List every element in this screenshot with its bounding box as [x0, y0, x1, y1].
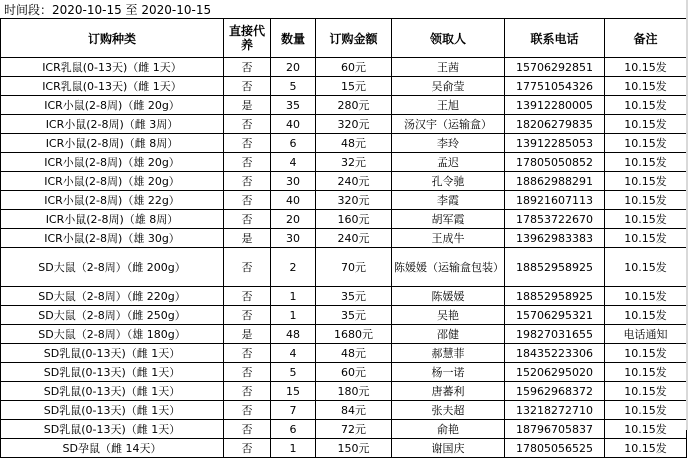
cell-phone[interactable]: 18206279835	[505, 115, 605, 134]
cell-quantity[interactable]: 5	[271, 77, 316, 96]
cell-product[interactable]: SD乳鼠(0-13天)（雌 1天）	[1, 420, 224, 439]
cell-note[interactable]: 10.15发	[605, 344, 687, 363]
table-row	[1, 58, 687, 77]
cell-phone[interactable]: 13218272710	[505, 401, 605, 420]
cell-quantity[interactable]: 40	[271, 191, 316, 210]
cell-quantity[interactable]: 6	[271, 420, 316, 439]
cell-amount[interactable]: 48元	[316, 134, 392, 153]
cell-phone[interactable]: 18796705837	[505, 420, 605, 439]
cell-receiver[interactable]: 杨一诺	[392, 363, 505, 382]
cell-product[interactable]: SD大鼠（2-8周）（雌 250g）	[1, 306, 224, 325]
cell-receiver[interactable]: 王成牛	[392, 229, 505, 248]
cell-quantity[interactable]: 2	[271, 248, 316, 287]
cell-receiver[interactable]: 邵健	[392, 325, 505, 344]
table-row	[1, 382, 687, 401]
cell-receiver[interactable]: 吴俞莹	[392, 77, 505, 96]
table-row	[1, 134, 687, 153]
table-row	[1, 191, 687, 210]
cell-direct-care[interactable]: 否	[224, 420, 271, 439]
table-row	[1, 172, 687, 191]
cell-product[interactable]: ICR小鼠(2-8周)（雌 20g）	[1, 96, 224, 115]
cell-direct-care[interactable]: 否	[224, 287, 271, 306]
cell-note[interactable]: 10.15发	[605, 229, 687, 248]
cell-direct-care[interactable]: 是	[224, 325, 271, 344]
cell-phone[interactable]: 18921607113	[505, 191, 605, 210]
cell-product[interactable]: ICR小鼠(2-8周)（雌 3周）	[1, 115, 224, 134]
column-header-receiver[interactable]: 领取人	[392, 19, 505, 58]
cell-product[interactable]: SD乳鼠(0-13天)（雌 1天）	[1, 401, 224, 420]
cell-product[interactable]: SD大鼠（2-8周）（雌 200g）	[1, 248, 224, 287]
cell-amount[interactable]: 35元	[316, 287, 392, 306]
table-row	[1, 287, 687, 306]
cell-quantity[interactable]: 30	[271, 172, 316, 191]
header-row	[1, 19, 687, 58]
cell-amount[interactable]: 240元	[316, 172, 392, 191]
cell-receiver[interactable]: 王茜	[392, 58, 505, 77]
cell-direct-care[interactable]: 否	[224, 210, 271, 229]
cell-direct-care[interactable]: 是	[224, 229, 271, 248]
cell-quantity[interactable]: 40	[271, 115, 316, 134]
table-row	[1, 420, 687, 439]
column-header-note[interactable]: 备注	[605, 19, 687, 58]
column-header-phone[interactable]: 联系电话	[505, 19, 605, 58]
cell-receiver[interactable]: 谢国庆	[392, 439, 505, 458]
cell-phone[interactable]: 17805050852	[505, 153, 605, 172]
table-row	[1, 210, 687, 229]
cell-receiver[interactable]: 王旭	[392, 96, 505, 115]
cell-receiver[interactable]: 李霞	[392, 191, 505, 210]
cell-note[interactable]: 10.15发	[605, 382, 687, 401]
cell-amount[interactable]: 32元	[316, 153, 392, 172]
cell-phone[interactable]: 18852958925	[505, 287, 605, 306]
cell-quantity[interactable]: 1	[271, 287, 316, 306]
cell-phone[interactable]: 18435223306	[505, 344, 605, 363]
cell-receiver[interactable]: 陈媛媛（运输盒包装）	[392, 248, 505, 287]
cell-direct-care[interactable]: 否	[224, 172, 271, 191]
cell-product[interactable]: SD孕鼠（雌 14天）	[1, 439, 224, 458]
cell-note[interactable]: 10.15发	[605, 363, 687, 382]
cell-receiver[interactable]: 孟迟	[392, 153, 505, 172]
cell-direct-care[interactable]: 否	[224, 153, 271, 172]
table-row	[1, 229, 687, 248]
cell-note[interactable]: 10.15发	[605, 153, 687, 172]
cell-quantity[interactable]: 4	[271, 153, 316, 172]
cell-phone[interactable]: 15962968372	[505, 382, 605, 401]
cell-note[interactable]: 10.15发	[605, 115, 687, 134]
cell-receiver[interactable]: 张夫超	[392, 401, 505, 420]
cell-note[interactable]: 10.15发	[605, 401, 687, 420]
cell-product[interactable]: ICR乳鼠(0-13天)（雌 1天）	[1, 58, 224, 77]
cell-direct-care[interactable]: 否	[224, 191, 271, 210]
cell-receiver[interactable]: 汤汉宇（运输盒）	[392, 115, 505, 134]
cell-quantity[interactable]: 5	[271, 363, 316, 382]
cell-note[interactable]: 10.15发	[605, 420, 687, 439]
cell-quantity[interactable]: 20	[271, 210, 316, 229]
cell-direct-care[interactable]: 是	[224, 96, 271, 115]
table-body	[1, 58, 687, 458]
cell-receiver[interactable]: 孔令驰	[392, 172, 505, 191]
cell-amount[interactable]: 70元	[316, 248, 392, 287]
cell-amount[interactable]: 60元	[316, 58, 392, 77]
cell-note[interactable]: 10.15发	[605, 248, 687, 287]
cell-product[interactable]: ICR小鼠(2-8周)（雄 22g）	[1, 191, 224, 210]
cell-note[interactable]: 10.15发	[605, 96, 687, 115]
table-row	[1, 439, 687, 458]
cell-quantity[interactable]: 4	[271, 344, 316, 363]
cell-phone[interactable]: 19827031655	[505, 325, 605, 344]
cell-direct-care[interactable]: 否	[224, 382, 271, 401]
cell-direct-care[interactable]: 否	[224, 344, 271, 363]
cell-product[interactable]: SD乳鼠(0-13天)（雌 1天）	[1, 344, 224, 363]
cell-note[interactable]: 电话通知	[605, 325, 687, 344]
cell-product[interactable]: ICR小鼠(2-8周)（雄 20g）	[1, 172, 224, 191]
cell-amount[interactable]: 160元	[316, 210, 392, 229]
cell-amount[interactable]: 15元	[316, 77, 392, 96]
cell-quantity[interactable]: 20	[271, 58, 316, 77]
table-row	[1, 77, 687, 96]
cell-receiver[interactable]: 陈媛媛	[392, 287, 505, 306]
cell-phone[interactable]: 17751054326	[505, 77, 605, 96]
orders-table	[0, 18, 687, 458]
cell-phone[interactable]: 15706295321	[505, 306, 605, 325]
cell-note[interactable]: 10.15发	[605, 134, 687, 153]
cell-direct-care[interactable]: 否	[224, 401, 271, 420]
cell-quantity[interactable]: 6	[271, 134, 316, 153]
cell-direct-care[interactable]: 否	[224, 115, 271, 134]
cell-phone[interactable]: 17853722670	[505, 210, 605, 229]
cell-note[interactable]: 10.15发	[605, 191, 687, 210]
cell-phone[interactable]: 18862988291	[505, 172, 605, 191]
cell-phone[interactable]: 18852958925	[505, 248, 605, 287]
cell-amount[interactable]: 320元	[316, 115, 392, 134]
cell-phone[interactable]: 17805056525	[505, 439, 605, 458]
cell-amount[interactable]: 35元	[316, 306, 392, 325]
cell-product[interactable]: SD大鼠（2-8周）（雌 220g）	[1, 287, 224, 306]
table-row	[1, 344, 687, 363]
cell-receiver[interactable]: 胡军霞	[392, 210, 505, 229]
table-row	[1, 153, 687, 172]
cell-amount[interactable]: 180元	[316, 382, 392, 401]
cell-product[interactable]: ICR小鼠(2-8周)（雌 8周）	[1, 134, 224, 153]
cell-receiver[interactable]: 俞艳	[392, 420, 505, 439]
column-header-product[interactable]: 订购种类	[1, 19, 224, 58]
cell-quantity[interactable]: 1	[271, 439, 316, 458]
column-header-direct-care[interactable]: 直接代养	[224, 19, 271, 58]
cell-phone[interactable]: 13912285053	[505, 134, 605, 153]
cell-quantity[interactable]: 7	[271, 401, 316, 420]
cell-receiver[interactable]: 吴艳	[392, 306, 505, 325]
table-row	[1, 248, 687, 287]
cell-phone[interactable]: 15706292851	[505, 58, 605, 77]
cell-amount[interactable]: 60元	[316, 363, 392, 382]
cell-product[interactable]: ICR小鼠(2-8周)（雄 30g）	[1, 229, 224, 248]
cell-amount[interactable]: 320元	[316, 191, 392, 210]
column-header-quantity[interactable]: 数量	[271, 19, 316, 58]
cell-direct-care[interactable]: 否	[224, 248, 271, 287]
cell-product[interactable]: ICR乳鼠(0-13天)（雌 1天）	[1, 77, 224, 96]
cell-quantity[interactable]: 1	[271, 306, 316, 325]
cell-note[interactable]: 10.15发	[605, 210, 687, 229]
cell-note[interactable]: 10.15发	[605, 172, 687, 191]
cell-product[interactable]: SD乳鼠(0-13天)（雌 1天）	[1, 382, 224, 401]
cell-phone[interactable]: 13962983383	[505, 229, 605, 248]
cell-note[interactable]: 10.15发	[605, 287, 687, 306]
cell-amount[interactable]: 1680元	[316, 325, 392, 344]
cell-receiver[interactable]: 郝慧菲	[392, 344, 505, 363]
cell-direct-care[interactable]: 否	[224, 306, 271, 325]
date-range-label: 时间段：2020-10-15 至 2020-10-15	[4, 3, 212, 17]
table-row	[1, 363, 687, 382]
cell-product[interactable]: ICR小鼠(2-8周)（雄 8周）	[1, 210, 224, 229]
cell-quantity[interactable]: 48	[271, 325, 316, 344]
table-row	[1, 115, 687, 134]
cell-direct-care[interactable]: 否	[224, 363, 271, 382]
cell-product[interactable]: SD大鼠（2-8周）（雄 180g）	[1, 325, 224, 344]
cell-phone[interactable]: 13912280005	[505, 96, 605, 115]
cell-quantity[interactable]: 15	[271, 382, 316, 401]
cell-amount[interactable]: 240元	[316, 229, 392, 248]
table-row	[1, 325, 687, 344]
cell-amount[interactable]: 72元	[316, 420, 392, 439]
cell-amount[interactable]: 48元	[316, 344, 392, 363]
column-header-amount[interactable]: 订购金额	[316, 19, 392, 58]
cell-product[interactable]: ICR小鼠(2-8周)（雄 20g）	[1, 153, 224, 172]
cell-amount[interactable]: 280元	[316, 96, 392, 115]
cell-phone[interactable]: 15206295020	[505, 363, 605, 382]
cell-direct-care[interactable]: 否	[224, 439, 271, 458]
cell-direct-care[interactable]: 否	[224, 77, 271, 96]
cell-quantity[interactable]: 35	[271, 96, 316, 115]
cell-receiver[interactable]: 李玲	[392, 134, 505, 153]
cell-quantity[interactable]: 30	[271, 229, 316, 248]
cell-direct-care[interactable]: 否	[224, 134, 271, 153]
cell-note[interactable]: 10.15发	[605, 77, 687, 96]
cell-note[interactable]: 10.15发	[605, 439, 687, 458]
cell-product[interactable]: SD乳鼠(0-13天)（雌 1天）	[1, 363, 224, 382]
cell-note[interactable]: 10.15发	[605, 58, 687, 77]
cell-amount[interactable]: 84元	[316, 401, 392, 420]
table-row	[1, 96, 687, 115]
table-row	[1, 401, 687, 420]
table-row	[1, 306, 687, 325]
cell-direct-care[interactable]: 否	[224, 58, 271, 77]
cell-receiver[interactable]: 唐蕃利	[392, 382, 505, 401]
cell-note[interactable]: 10.15发	[605, 306, 687, 325]
cell-amount[interactable]: 150元	[316, 439, 392, 458]
